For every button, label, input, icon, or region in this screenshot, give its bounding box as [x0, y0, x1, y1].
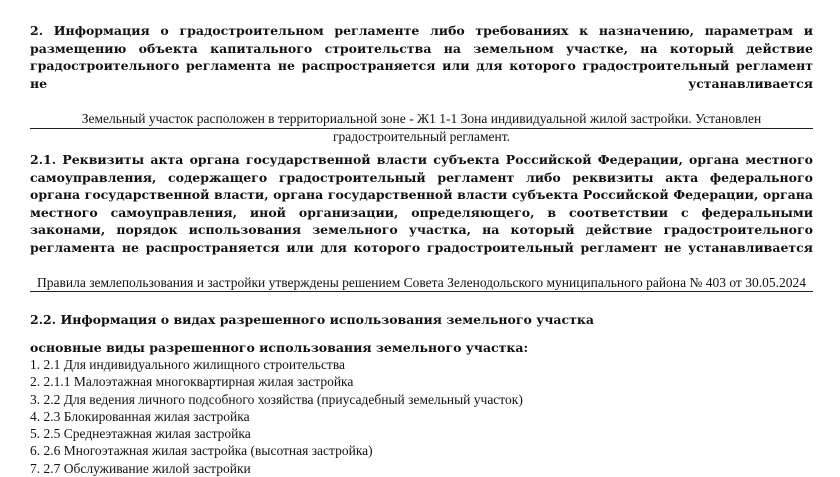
list-item: 3. 2.2 Для ведения личного подсобного хозяйства (приусадебный земельный участок): [30, 391, 523, 407]
section-2-2: [30, 311, 813, 477]
section-2: [30, 22, 813, 146]
section-2-1: [30, 151, 813, 292]
list-item: 5. 2.5 Среднеэтажная жилая застройка: [30, 426, 251, 442]
list-item: 2. 2.1.1 Малоэтажная многоквартирная жилая застройка: [30, 374, 354, 390]
section-2-value: Земельный участок расположен в территориальной зоне - Ж1 1-1 Зона индивидуальной жилой застройки. Установлен градостроительный регламент.: [81, 110, 762, 144]
permitted-use-list: [30, 356, 813, 477]
list-item: 4. 2.3 Блокированная жилая застройка: [30, 408, 250, 424]
divider: [30, 291, 813, 292]
list-item: 1. 2.1 Для индивидуального жилищного строительства: [30, 357, 346, 372]
section-2-2-heading: 2.2. Информация о видах разрешенного использования земельного участка: [30, 312, 594, 327]
section-2-1-value: Правила землепользования и застройки утверждены решением Совета Зеленодольского муниципального района № 403 от 30.05.2024: [37, 274, 806, 290]
section-2-2-subheading: основные виды разрешенного использования земельного участка:: [30, 339, 529, 355]
list-item: 6. 2.6 Многоэтажная жилая застройка (высотная застройка): [30, 443, 373, 459]
section-2-heading: 2. Информация о градостроительном регламенте либо требованиях к назначению, параметрам и размещению объекта капитального строительства на земельном участке, на который действие градостроительного регламента не распространяется или для которого градостроительный регламент не устанавливается: [30, 23, 813, 91]
section-2-1-heading: 2.1. Реквизиты акта органа государственной власти субъекта Российской Федерации, органа местного самоуправления, содержащего градостроительный регламент либо реквизиты акта федерального органа государственной власти, органа государственной власти субъекта Российской Федерации, органа местного самоуправления, иной организации, определяющего, в соответствии с федеральными законами, порядок использования земельного участка, на который действие градостроительного регламента не распространяется или для которого градостроительный регламент не устанавливается: [30, 152, 813, 255]
divider: [30, 128, 813, 129]
list-item: 7. 2.7 Обслуживание жилой застройки: [30, 460, 251, 476]
